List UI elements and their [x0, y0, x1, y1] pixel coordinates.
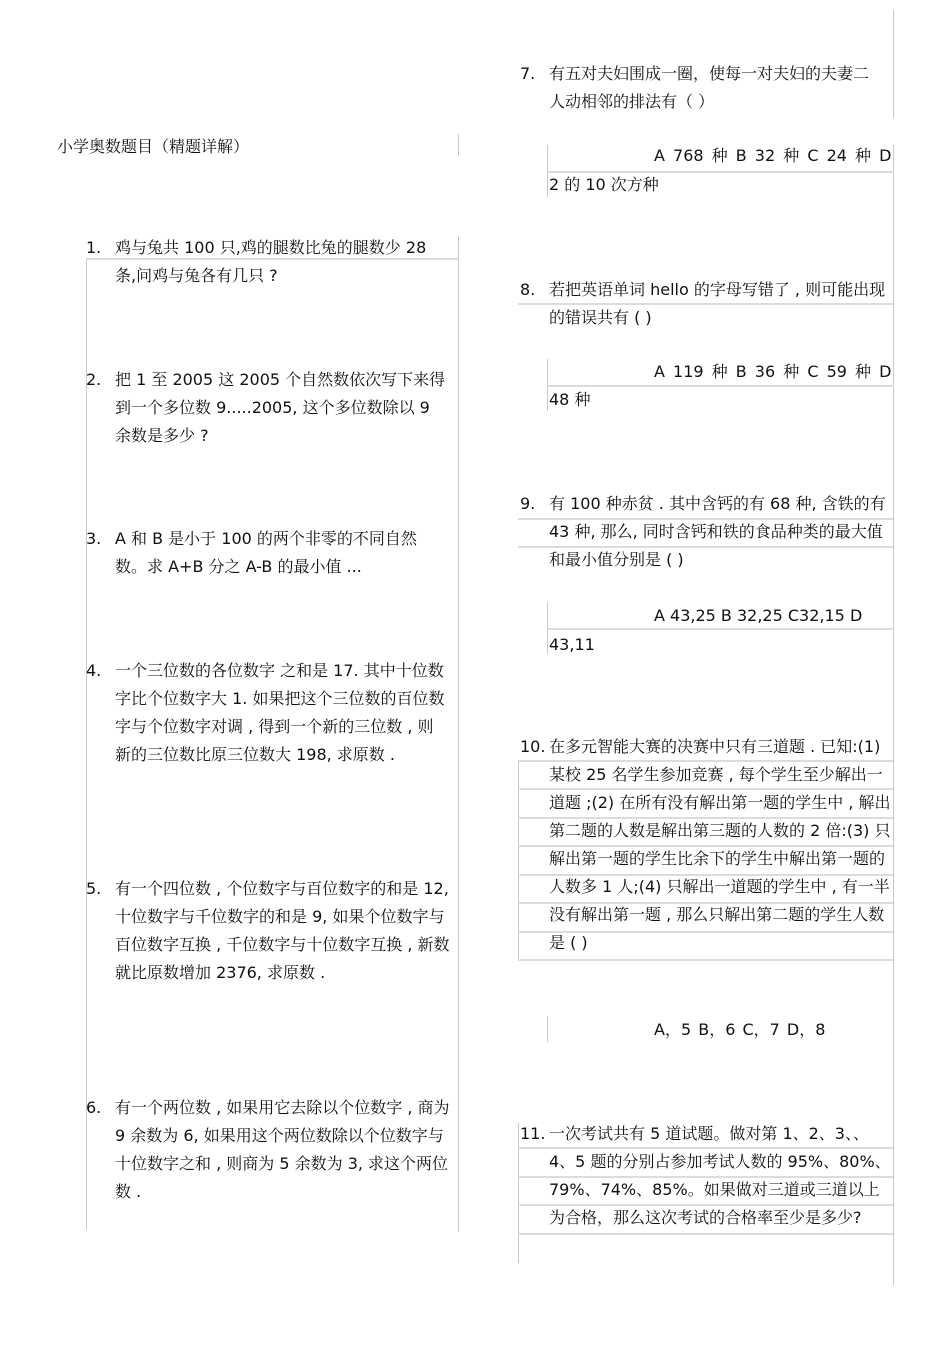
question-text: 有 100 种赤贫 . 其中含钙的有 68 种, 含铁的有 43 种, 那么, 同时含钙和铁的食品种类的最大值和最小值分别是 ( )	[549, 494, 886, 569]
question-text: 有一个两位数 , 如果用它去除以个位数字 , 商为 9 余数为 6, 如果用这个两位数除以个位数字与十位数字之和 , 则商为 5 余数为 3, 求这个两位数 .	[115, 1098, 450, 1201]
question-7	[520, 60, 880, 116]
right-column-divider	[893, 145, 894, 1285]
question-7-options: A 768 种 B 32 种 C 24 种 D	[654, 146, 892, 165]
right-column-divider	[518, 1123, 519, 1263]
question-number: 9.	[520, 494, 536, 513]
question-number: 1.	[86, 238, 102, 257]
right-column-rule	[518, 1233, 893, 1235]
question-10	[520, 733, 892, 957]
question-3	[86, 525, 448, 581]
question-text: A 和 B 是小于 100 的两个非零的不同自然数。求 A+B 分之 A-B 的最小值 ...	[115, 529, 417, 576]
question-text: 一次考试共有 5 道试题。做对第 1、2、3、、4、5 题的分别占参加考试人数的 95%、80%、79%、74%、85%。如果做对三道或三道以上为合格，那么这次考试的合格率至少是多少?	[549, 1124, 891, 1227]
right-column-rule	[518, 959, 893, 961]
right-column-divider	[893, 10, 894, 118]
question-text: 鸡与兔共 100 只,鸡的腿数比兔的腿数少 28 条,问鸡与兔各有几只 ?	[115, 238, 427, 285]
question-9-options: A 43,25 B 32,25 C32,15 D	[654, 606, 863, 625]
question-5	[86, 875, 458, 987]
question-text: 有五对夫妇围成一圈，使每一对夫妇的夫妻二人动相邻的排法有（ ）	[549, 64, 870, 111]
right-column-divider	[547, 1016, 548, 1042]
question-4	[86, 657, 448, 769]
left-column-divider	[458, 236, 459, 1232]
question-8	[520, 276, 892, 332]
question-number: 10.	[520, 737, 546, 756]
question-number: 5.	[86, 879, 102, 898]
question-number: 4.	[86, 661, 102, 680]
question-9	[520, 490, 892, 574]
question-text: 把 1 至 2005 这 2005 个自然数依次写下来得到一个多位数 9.....2005, 这个多位数除以 9 余数是多少 ?	[115, 370, 446, 445]
question-11	[520, 1120, 892, 1232]
document-title: 小学奥数题目（精题详解）	[57, 137, 250, 156]
question-6	[86, 1094, 456, 1206]
question-9-options-continued: 43,11	[549, 635, 595, 654]
question-number: 8.	[520, 280, 536, 299]
question-7-options-continued: 2 的 10 次方种	[549, 175, 659, 194]
question-10-options: A，5 B，6 C，7 D，8	[654, 1020, 826, 1039]
question-8-options: A 119 种 B 36 种 C 59 种 D	[654, 362, 892, 381]
question-text: 一个三位数的各位数字 之和是 17. 其中十位数字比个位数字大 1. 如果把这个三位数的百位数字与个位数字对调 , 得到一个新的三位数 , 则新的三位数比原三位数大 198, 求原数 .	[115, 661, 445, 764]
question-8-options-continued: 48 种	[549, 390, 591, 409]
question-number: 11.	[520, 1124, 546, 1143]
question-2	[86, 366, 448, 450]
question-text: 有一个四位数 , 个位数字与百位数字的和是 12, 十位数字与千位数字的和是 9, 如果个位数字与百位数字互换 , 千位数字与十位数字互换 , 新数就比原数增加 2376, 求原数 .	[115, 879, 450, 982]
question-number: 2.	[86, 370, 102, 389]
question-number: 7.	[520, 64, 536, 83]
question-text: 若把英语单词 hello 的字母写错了 , 则可能出现的错误共有 ( )	[549, 280, 886, 327]
question-1	[86, 234, 442, 290]
left-column-divider	[458, 134, 459, 156]
question-number: 3.	[86, 529, 102, 548]
question-text: 在多元智能大赛的决赛中只有三道题 . 已知:(1) 某校 25 名学生参加竞赛 , 每个学生至少解出一道题 ;(2) 在所有没有解出第一题的学生中 , 解出第二题的人数是解出第三题的人数的 2 倍:(3) 只解出第一题的学生比余下的学生中解出第一题的人数多 1 人;(4) 只解出一道题的学生中 , 有一半没有解出第一题 , 那么只解出第二题的学生人数是 ( )	[549, 737, 891, 952]
question-number: 6.	[86, 1098, 102, 1117]
